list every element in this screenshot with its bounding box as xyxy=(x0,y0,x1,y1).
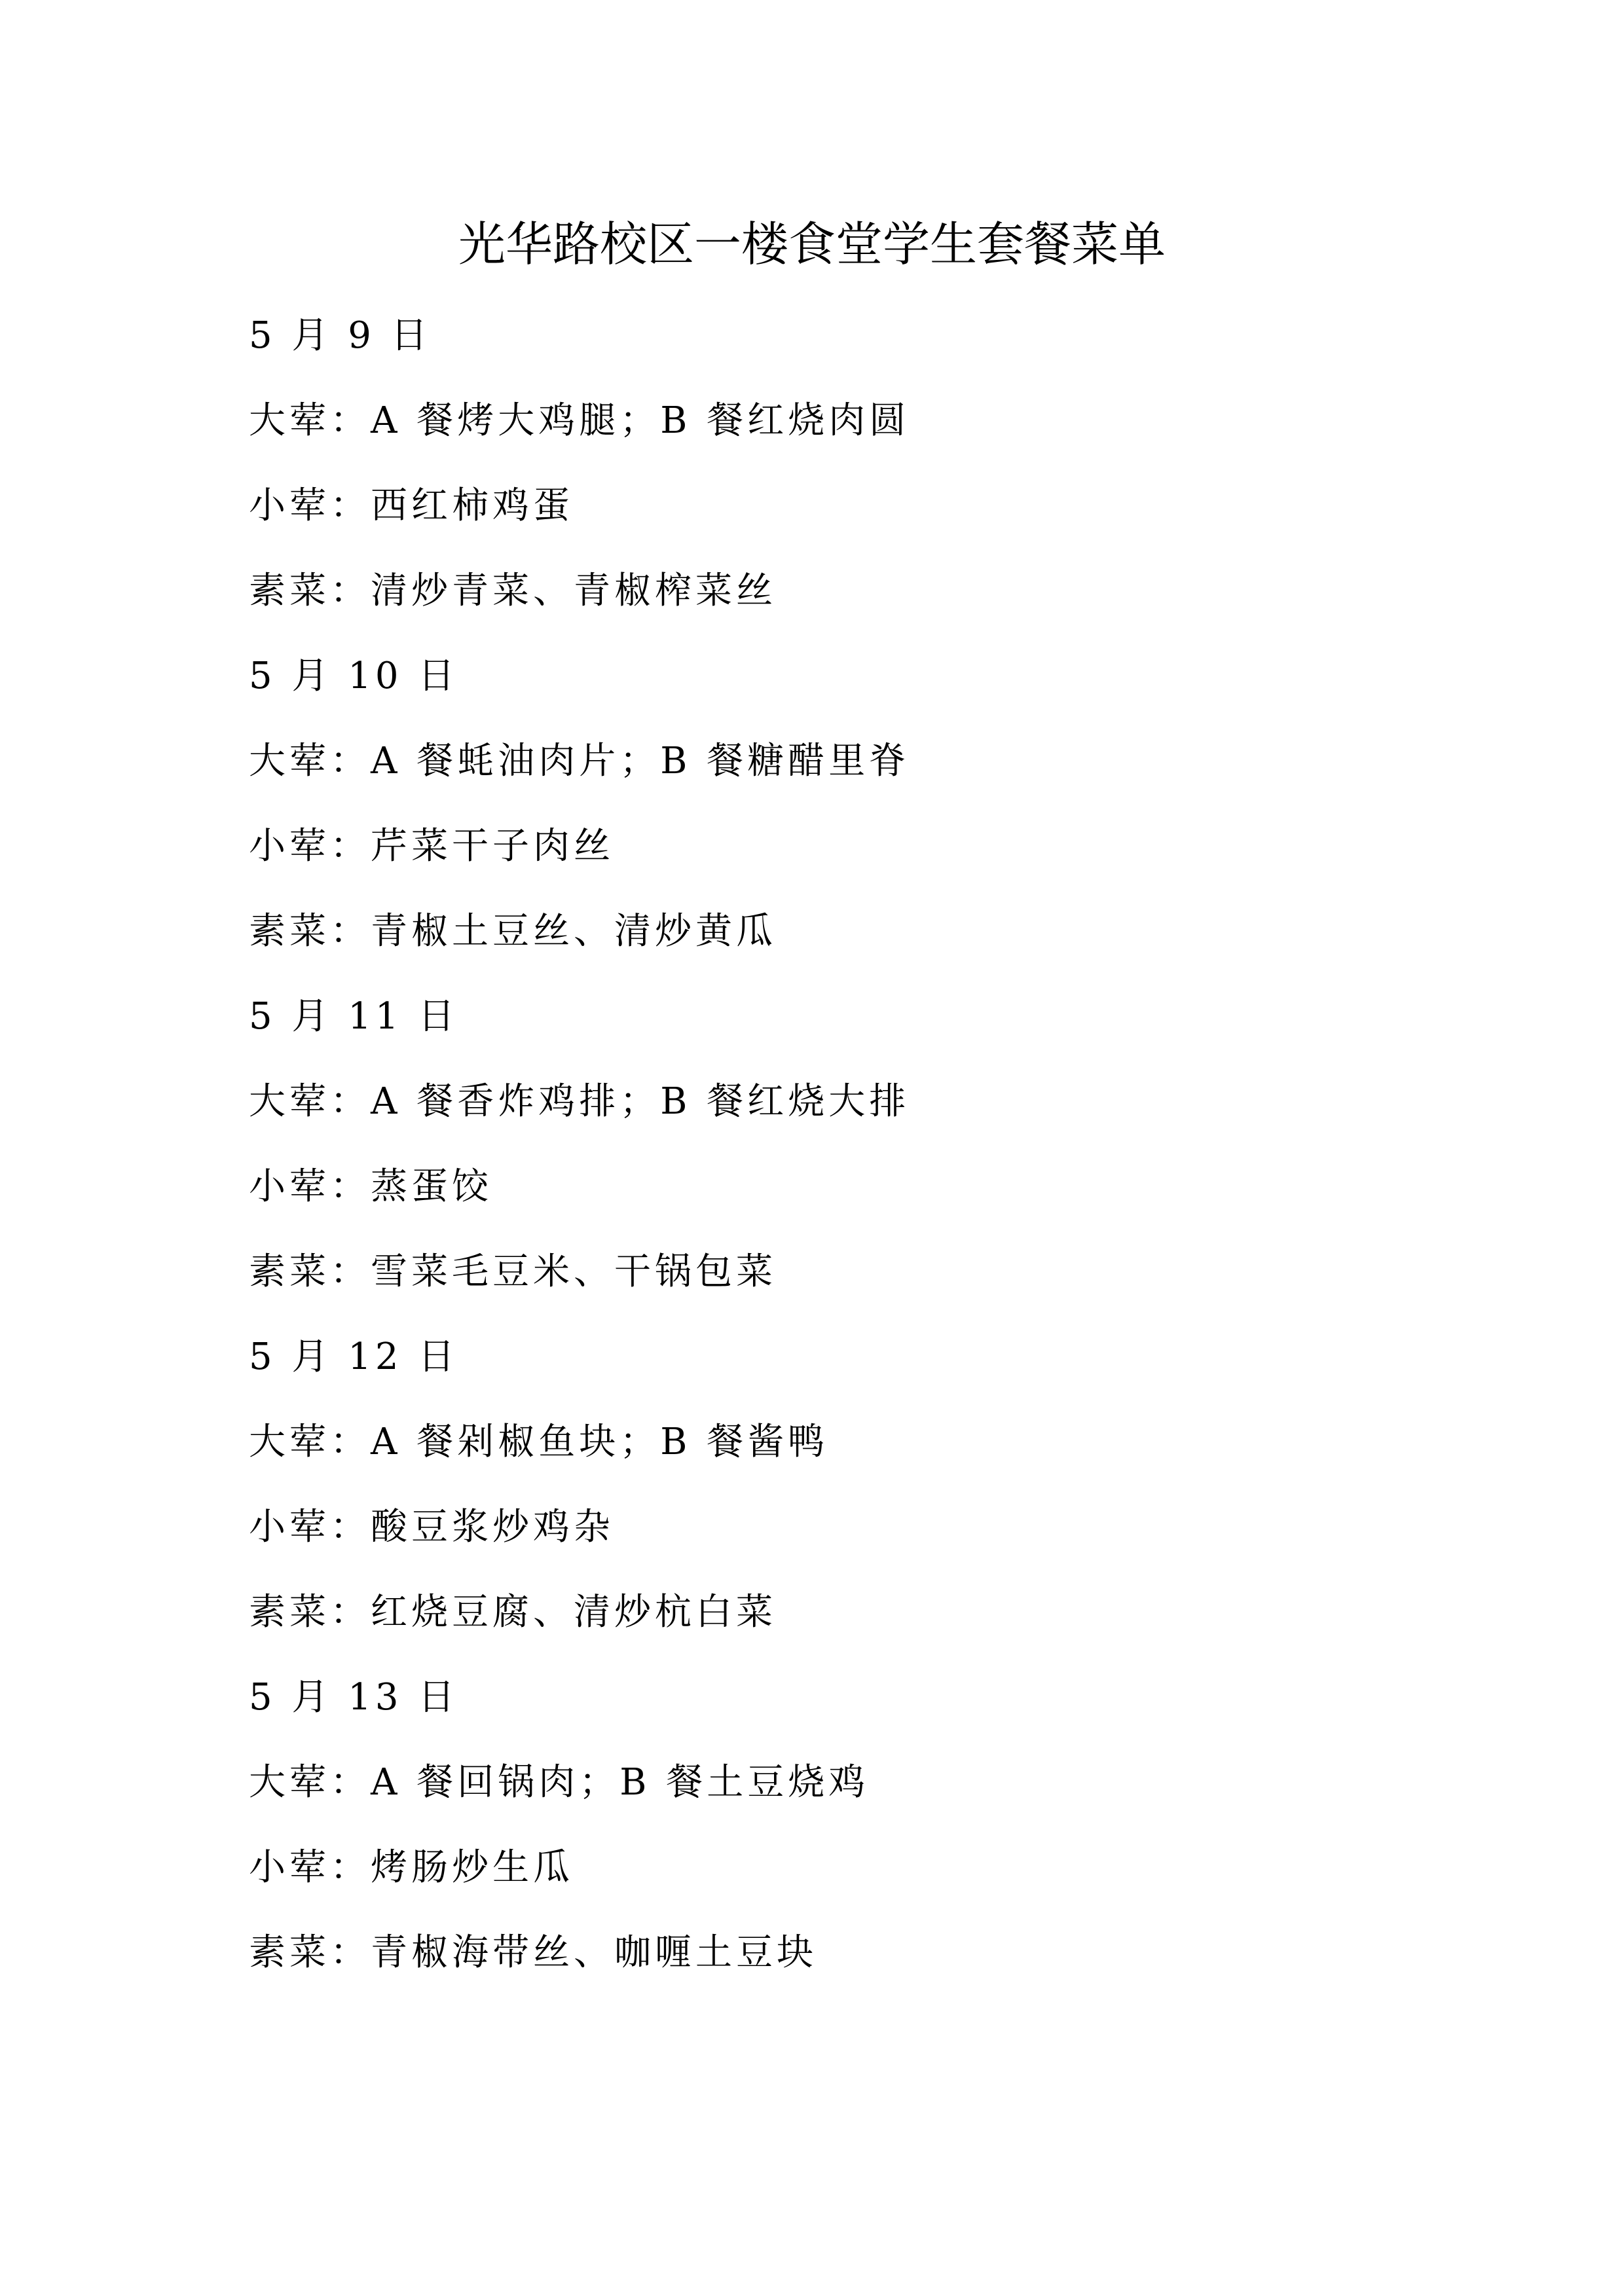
menu-main-dish: 大荤：A 餐蚝油肉片；B 餐糖醋里脊 xyxy=(249,740,910,782)
menu-date: 5 月 9 日 xyxy=(249,314,432,357)
menu-vegetable-dish: 素菜：红烧豆腐、清炒杭白菜 xyxy=(249,1591,777,1633)
page-title: 光华路校区一楼食堂学生套餐菜单 xyxy=(458,217,1166,272)
menu-side-dish: 小荤：西红柿鸡蛋 xyxy=(249,484,574,527)
menu-list xyxy=(249,293,1493,1995)
menu-vegetable-dish: 素菜：青椒土豆丝、清炒黄瓜 xyxy=(249,910,777,953)
menu-date: 5 月 10 日 xyxy=(249,655,459,697)
menu-main-dish: 大荤：A 餐香炸鸡排；B 餐红烧大排 xyxy=(249,1080,910,1123)
menu-vegetable-dish: 素菜：雪菜毛豆米、干锅包菜 xyxy=(249,1250,777,1293)
menu-side-dish: 小荤：芹菜干子肉丝 xyxy=(249,825,614,867)
menu-date: 5 月 12 日 xyxy=(249,1336,459,1378)
menu-main-dish: 大荤：A 餐剁椒鱼块；B 餐酱鸭 xyxy=(249,1421,829,1463)
menu-side-dish: 小荤：酸豆浆炒鸡杂 xyxy=(249,1506,614,1548)
menu-main-dish: 大荤：A 餐回锅肉；B 餐土豆烧鸡 xyxy=(249,1761,870,1804)
menu-date: 5 月 13 日 xyxy=(249,1676,459,1719)
menu-side-dish: 小荤：烤肠炒生瓜 xyxy=(249,1846,574,1889)
menu-date: 5 月 11 日 xyxy=(249,995,459,1038)
menu-vegetable-dish: 素菜：青椒海带丝、咖喱土豆块 xyxy=(249,1931,817,1974)
menu-side-dish: 小荤：蒸蛋饺 xyxy=(249,1165,492,1208)
menu-main-dish: 大荤：A 餐烤大鸡腿；B 餐红烧肉圆 xyxy=(249,399,910,442)
menu-vegetable-dish: 素菜：清炒青菜、青椒榨菜丝 xyxy=(249,570,777,612)
